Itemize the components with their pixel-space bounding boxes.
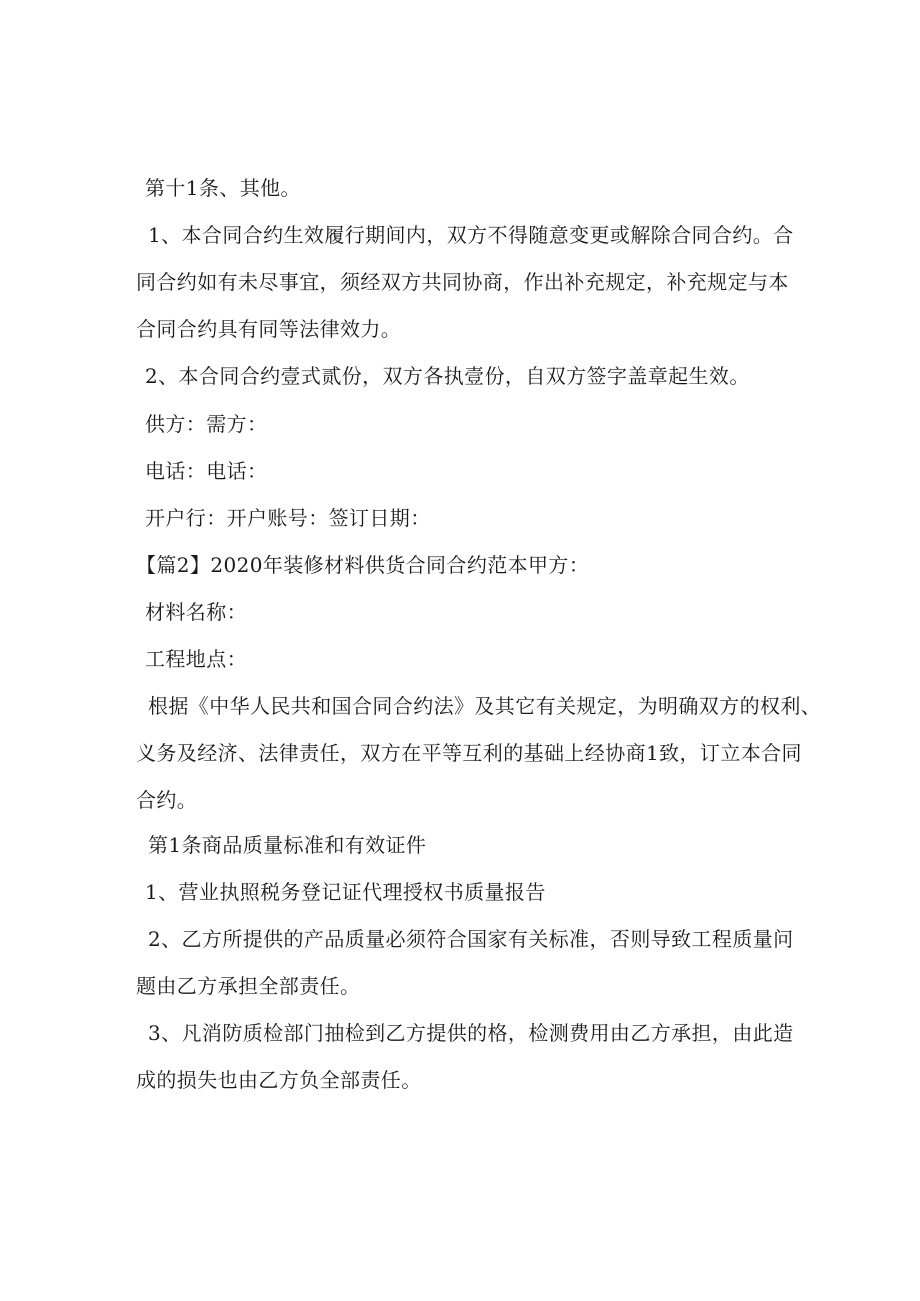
phone-line: 电话：电话：: [145, 459, 268, 483]
clause-1-line-3: 合同合约具有同等法律效力。: [136, 317, 402, 341]
article-1-item-3-line-1: 3、凡消防质检部门抽检到乙方提供的格，检测费用由乙方承担，由此造: [148, 1021, 794, 1045]
preamble-line-3: 合约。: [136, 788, 198, 812]
article-1-item-2-line-2: 题由乙方承担全部责任。: [136, 974, 361, 998]
clause-1-line-1: 1、本合同合约生效履行期间内，双方不得随意变更或解除合同合约。合: [148, 223, 794, 247]
preamble-line-1: 根据《中华人民共和国合同合约法》及其它有关规定，为明确双方的权利、: [148, 694, 822, 718]
material-name-line: 材料名称：: [145, 600, 247, 624]
clause-1-line-2: 同合约如有未尽事宜，须经双方共同协商，作出补充规定，补充规定与本: [136, 270, 789, 294]
project-location-line: 工程地点：: [145, 647, 247, 671]
article-1-item-3-line-2: 成的损失也由乙方负全部责任。: [136, 1068, 422, 1092]
article-1-item-2-line-1: 2、乙方所提供的产品质量必须符合国家有关标准，否则导致工程质量问: [148, 927, 794, 951]
article-1-heading: 第1条商品质量标准和有效证件: [148, 833, 427, 857]
article-11-heading: 第十1条、其他。: [145, 176, 301, 200]
clause-2-line: 2、本合同合约壹式贰份，双方各执壹份，自双方签字盖章起生效。: [145, 364, 750, 388]
preamble-line-2: 义务及经济、法律责任，双方在平等互利的基础上经协商1致，订立本合同: [136, 741, 802, 765]
article-1-item-1: 1、营业执照税务登记证代理授权书质量报告: [145, 880, 546, 904]
section-2-heading: 【篇2】2020年装修材料供货合同合约范本甲方：: [136, 553, 590, 577]
supplier-buyer-line: 供方：需方：: [145, 412, 268, 436]
bank-line: 开户行：开户账号：签订日期：: [145, 506, 431, 530]
